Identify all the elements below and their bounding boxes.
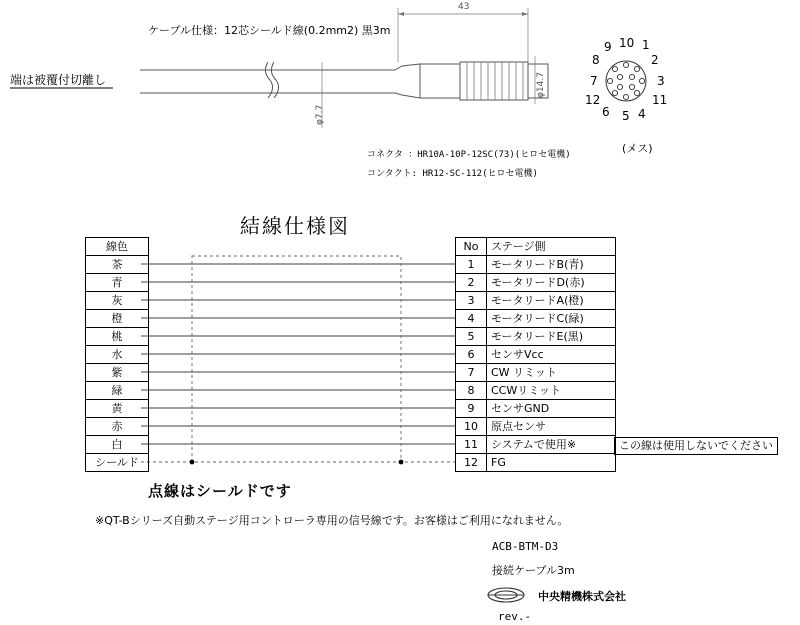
signal-name-cell: センサVcc bbox=[487, 346, 616, 364]
company-logo bbox=[488, 588, 524, 602]
pin-number-cell: 7 bbox=[456, 364, 487, 382]
signal-name-cell: モータリードC(緑) bbox=[487, 310, 616, 328]
outer-diameter-label: φ14.7 bbox=[536, 72, 546, 98]
table-row bbox=[86, 436, 149, 454]
knurl-lines bbox=[467, 62, 523, 100]
company-name: 中央精機株式会社 bbox=[538, 590, 626, 603]
table-row bbox=[86, 256, 149, 274]
wire-color-cell: 紫 bbox=[86, 364, 149, 382]
stage-side-header: ステージ側 bbox=[487, 238, 616, 256]
table-row bbox=[456, 292, 616, 310]
shield-node-left bbox=[190, 460, 195, 465]
pin-number-cell: 6 bbox=[456, 346, 487, 364]
table-row bbox=[456, 436, 616, 454]
connector-body bbox=[460, 62, 528, 100]
pin-label-2: 2 bbox=[651, 53, 659, 67]
pin-number-cell: 8 bbox=[456, 382, 487, 400]
wire-color-cell: 茶 bbox=[86, 256, 149, 274]
cable-diameter-label: φ7.7 bbox=[315, 104, 325, 125]
pin-label-7: 7 bbox=[590, 74, 598, 88]
table-row bbox=[456, 364, 616, 382]
signal-name-cell: モータリードD(赤) bbox=[487, 274, 616, 292]
table-row bbox=[456, 310, 616, 328]
table-row bbox=[86, 364, 149, 382]
table-row bbox=[456, 418, 616, 436]
revision: rev.- bbox=[498, 610, 532, 623]
table-row bbox=[456, 454, 616, 472]
contact-label: コンタクト: HR12-SC-112(ヒロセ電機) bbox=[367, 169, 538, 179]
wire-color-cell: 青 bbox=[86, 274, 149, 292]
signal-name-cell: 原点センサ bbox=[487, 418, 616, 436]
shield-outline bbox=[192, 256, 401, 462]
pin-number-cell: 10 bbox=[456, 418, 487, 436]
signal-name-cell: モータリードA(橙) bbox=[487, 292, 616, 310]
wire-color-cell: 水 bbox=[86, 346, 149, 364]
wire-color-cell: 桃 bbox=[86, 328, 149, 346]
pin-number-cell: 5 bbox=[456, 328, 487, 346]
connector-taper bbox=[395, 64, 460, 98]
table-row bbox=[456, 328, 616, 346]
shield-node-right bbox=[399, 460, 404, 465]
table-row bbox=[86, 382, 149, 400]
pin-number-cell: 3 bbox=[456, 292, 487, 310]
wire-color-header: 線色 bbox=[86, 238, 149, 256]
table-row bbox=[86, 274, 149, 292]
signal-name-cell: センサGND bbox=[487, 400, 616, 418]
end-note: 端は被覆付切離し bbox=[10, 73, 107, 87]
stage-side-table bbox=[455, 237, 616, 472]
pin-label-9: 9 bbox=[604, 40, 612, 54]
wire-color-cell: 白 bbox=[86, 436, 149, 454]
wire-color-cell: 緑 bbox=[86, 382, 149, 400]
wire-color-cell: 赤 bbox=[86, 418, 149, 436]
signal-name-cell: モータリードE(黒) bbox=[487, 328, 616, 346]
table-row bbox=[86, 400, 149, 418]
pin-label-4: 4 bbox=[638, 107, 646, 121]
wire-color-cell: 橙 bbox=[86, 310, 149, 328]
pin-face-label: (メス) bbox=[622, 142, 653, 155]
table-row bbox=[456, 382, 616, 400]
pin-label-3: 3 bbox=[657, 74, 665, 88]
pin-number-cell: 9 bbox=[456, 400, 487, 418]
table-row bbox=[86, 310, 149, 328]
pin-label-1: 1 bbox=[642, 38, 650, 52]
product-name: 接続ケーブル3m bbox=[492, 564, 575, 577]
table-row bbox=[86, 328, 149, 346]
table-row bbox=[86, 418, 149, 436]
no-header: No bbox=[456, 238, 487, 256]
signal-name-cell: CCWリミット bbox=[487, 382, 616, 400]
table-row bbox=[456, 256, 616, 274]
wire-color-table bbox=[85, 237, 149, 472]
model-number: ACB-BTM-D3 bbox=[492, 540, 559, 553]
footnote: ※QT-Bシリーズ自動ステージ用コントローラ専用の信号線です。お客様はご利用になれません。 bbox=[95, 514, 569, 527]
wiring-lines bbox=[141, 264, 455, 444]
table-row bbox=[86, 346, 149, 364]
signal-name-cell: モータリードB(青) bbox=[487, 256, 616, 274]
pin-number-cell: 11 bbox=[456, 436, 487, 454]
wiring-title: 結線仕様図 bbox=[240, 214, 350, 238]
pin-holes bbox=[607, 62, 644, 99]
unused-note: この線は使用しないでください bbox=[614, 437, 778, 455]
pin-number-cell: 12 bbox=[456, 454, 487, 472]
pin-label-12: 12 bbox=[585, 93, 601, 107]
pin-number-cell: 2 bbox=[456, 274, 487, 292]
length-dimension: 43 bbox=[458, 2, 470, 12]
table-row bbox=[86, 454, 149, 472]
shield-note: 点線はシールドです bbox=[148, 482, 292, 500]
pin-face-outline bbox=[606, 61, 646, 101]
pin-label-8: 8 bbox=[592, 53, 600, 67]
cable-spec: ケーブル仕様：12芯シールド線(0.2mm2) 黒3m bbox=[148, 24, 391, 37]
signal-name-cell: システムで使用※ bbox=[487, 436, 616, 454]
table-row bbox=[456, 274, 616, 292]
wire-color-cell: シールド bbox=[86, 454, 149, 472]
signal-name-cell: FG bbox=[487, 454, 616, 472]
pin-label-5: 5 bbox=[622, 109, 630, 123]
table-row bbox=[456, 346, 616, 364]
signal-name-cell: CW リミット bbox=[487, 364, 616, 382]
wire-color-cell: 黄 bbox=[86, 400, 149, 418]
pin-label-6: 6 bbox=[602, 105, 610, 119]
wire-color-cell: 灰 bbox=[86, 292, 149, 310]
pin-label-11: 11 bbox=[652, 93, 668, 107]
pin-number-cell: 1 bbox=[456, 256, 487, 274]
table-row bbox=[456, 400, 616, 418]
connector-label: コネクタ ：HR10A-10P-12SC(73)(ヒロセ電機) bbox=[367, 150, 571, 160]
table-row bbox=[86, 292, 149, 310]
pin-number-cell: 4 bbox=[456, 310, 487, 328]
pin-label-10: 10 bbox=[619, 36, 635, 50]
